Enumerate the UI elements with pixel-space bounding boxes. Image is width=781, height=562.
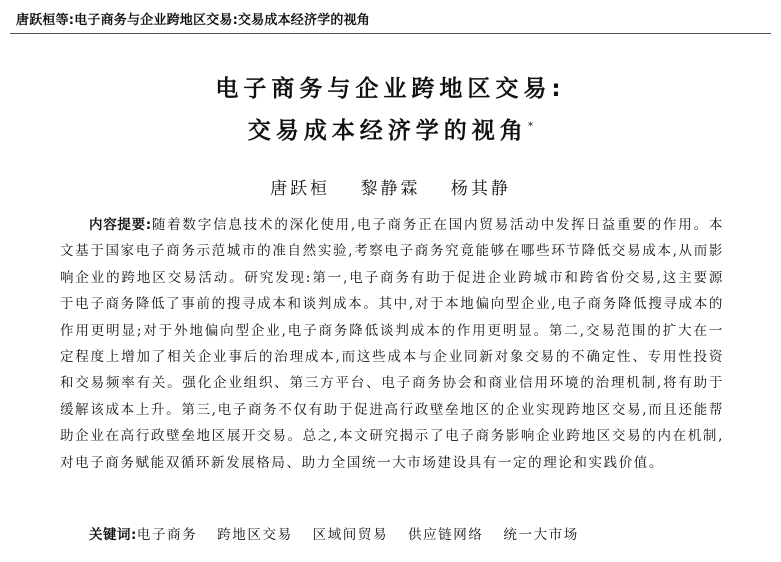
running-header: 唐跃桓等:电子商务与企业跨地区交易:交易成本经济学的视角	[16, 13, 370, 28]
article-title-line-2	[0, 112, 781, 145]
abstract	[60, 212, 724, 476]
abstract-text: 随着数字信息技术的深化使用,电子商务正在国内贸易活动中发挥日益重要的作用。本文基于国家电子商务示范城市的准自然实验,考察电子商务究竟能够在哪些环节降低交易成本,从而影响企业的跨地区交易活动。研究发现:第一,电子商务有助于促进企业跨城市和跨省份交易,这主要源于电子商务降低了事前的搜寻成本和谈判成本。其中,对于本地偏向型企业,电子商务降低搜寻成本的作用更明显;对于外地偏向型企业,电子商务降低谈判成本的作用更明显。第二,交易范围的扩大在一定程度上增加了相关企业事后的治理成本,而这些成本与企业同新对象交易的不确定性、专用性投资和交易频率有关。强化企业组织、第三方平台、电子商务协会和商业信用环境的治理机制,将有助于缓解该成本上升。第三,电子商务不仅有助于促进高行政壁垒地区的企业实现跨地区交易,而且还能帮助企业在高行政壁垒地区展开交易。总之,本文研究揭示了电子商务影响企业跨地区交易的内在机制,对电子商务赋能双循环新发展格局、助力全国统一大市场建设具有一定的理论和实践价值。	[60, 217, 724, 471]
article-title-line-1	[0, 70, 781, 103]
keywords-label: 关键词:	[89, 527, 137, 543]
abstract-label: 内容提要:	[89, 217, 152, 233]
keywords	[89, 523, 579, 543]
title-text-2: 交易成本经济学的视角	[247, 118, 528, 144]
header-divider	[10, 33, 771, 34]
title-text-1: 电子商务与企业跨地区交易:	[215, 76, 566, 102]
keywords-text: 电子商务 跨地区交易 区域间贸易 供应链网络 统一大市场	[136, 527, 579, 543]
footnote-mark: *	[527, 119, 534, 133]
author-list: 唐跃桓 黎静霖 杨其静	[270, 179, 511, 199]
